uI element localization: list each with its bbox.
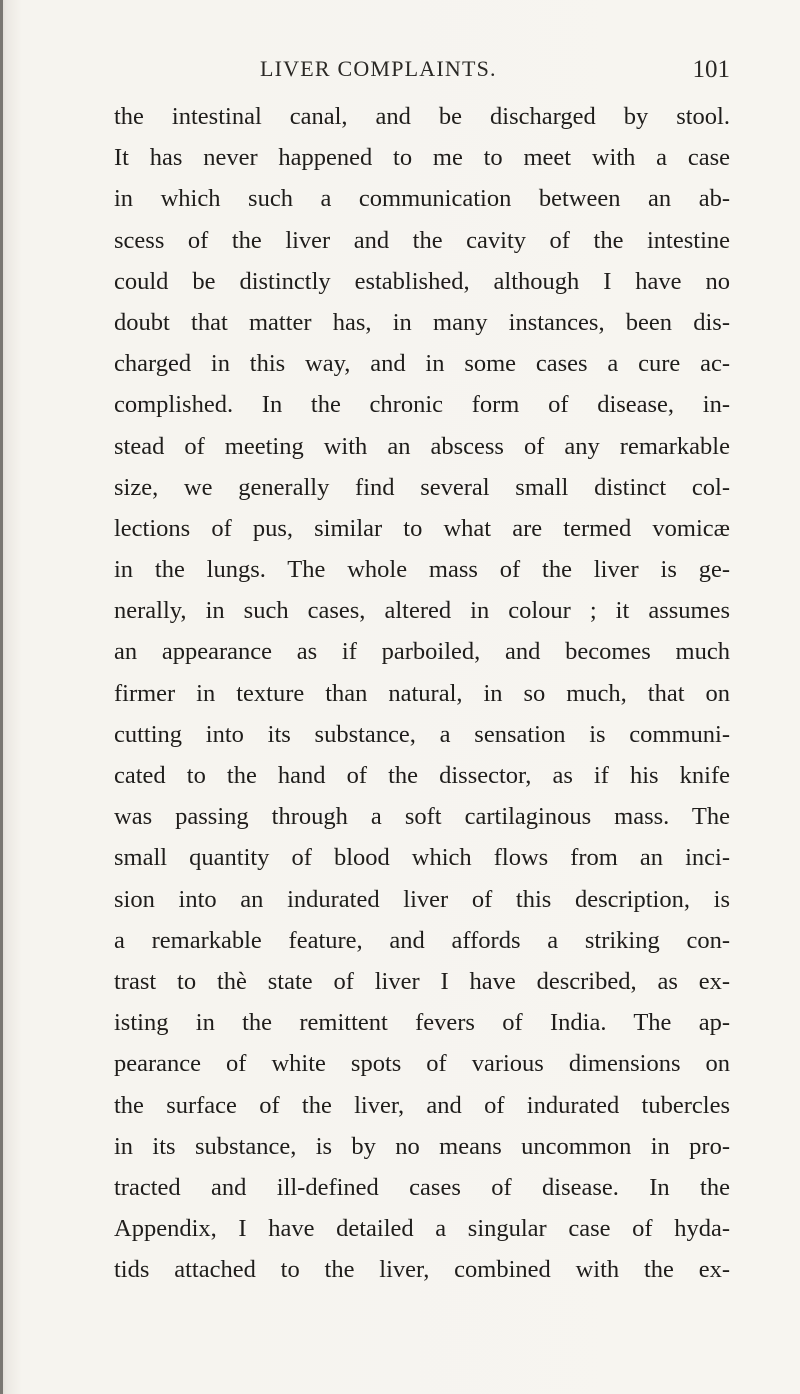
text-line: doubt that matter has, in many instances, been dis- (114, 308, 730, 336)
text-line: could be distinctly established, although I have no (114, 267, 730, 295)
page-number: 101 (692, 56, 730, 83)
text-line: Appendix, I have detailed a singular case of hyda- (114, 1215, 730, 1243)
text-line: stead of meeting with an abscess of any remarkable (114, 432, 730, 460)
text-line: lections of pus, similar to what are termed vomicæ (114, 514, 730, 542)
text-line: in which such a communication between an ab- (114, 185, 730, 213)
text-line: the intestinal canal, and be discharged by stool. (114, 103, 730, 130)
text-line: in its substance, is by no means uncommon in pro- (114, 1132, 730, 1160)
body-text (114, 96, 730, 1290)
text-line: tracted and ill-defined cases of disease. In the (114, 1173, 730, 1201)
text-line: firmer in texture than natural, in so much, that on (114, 679, 730, 707)
text-line: an appearance as if parboiled, and becomes much (114, 638, 730, 666)
text-line: small quantity of blood which flows from an inci- (114, 844, 730, 872)
text-line: cutting into its substance, a sensation is communi- (114, 720, 730, 748)
text-line: was passing through a soft cartilaginous mass. The (114, 803, 730, 831)
running-head (260, 56, 730, 92)
text-line: nerally, in such cases, altered in colour ; it assumes (114, 597, 730, 625)
text-line: a remarkable feature, and affords a striking con- (114, 926, 730, 954)
text-line: isting in the remittent fevers of India. The ap- (114, 1009, 730, 1037)
text-line: in the lungs. The whole mass of the liver is ge- (114, 556, 730, 584)
text-line: pearance of white spots of various dimensions on (114, 1050, 730, 1078)
page-gutter-edge (0, 0, 3, 1394)
text-line: complished. In the chronic form of disease, in- (114, 391, 730, 419)
text-line: It has never happened to me to meet with a case (114, 144, 730, 172)
text-line: the surface of the liver, and of indurated tubercles (114, 1091, 730, 1119)
text-line: size, we generally find several small distinct col- (114, 473, 730, 501)
running-head-title: LIVER COMPLAINTS. (260, 56, 497, 81)
text-line: charged in this way, and in some cases a cure ac- (114, 350, 730, 378)
text-line: scess of the liver and the cavity of the intestine (114, 226, 730, 254)
text-line: cated to the hand of the dissector, as if his knife (114, 762, 730, 789)
text-line: sion into an indurated liver of this description, is (114, 885, 730, 913)
text-line: tids attached to the liver, combined with the ex- (114, 1256, 730, 1284)
text-line: trast to thè state of liver I have described, as ex- (114, 967, 730, 995)
